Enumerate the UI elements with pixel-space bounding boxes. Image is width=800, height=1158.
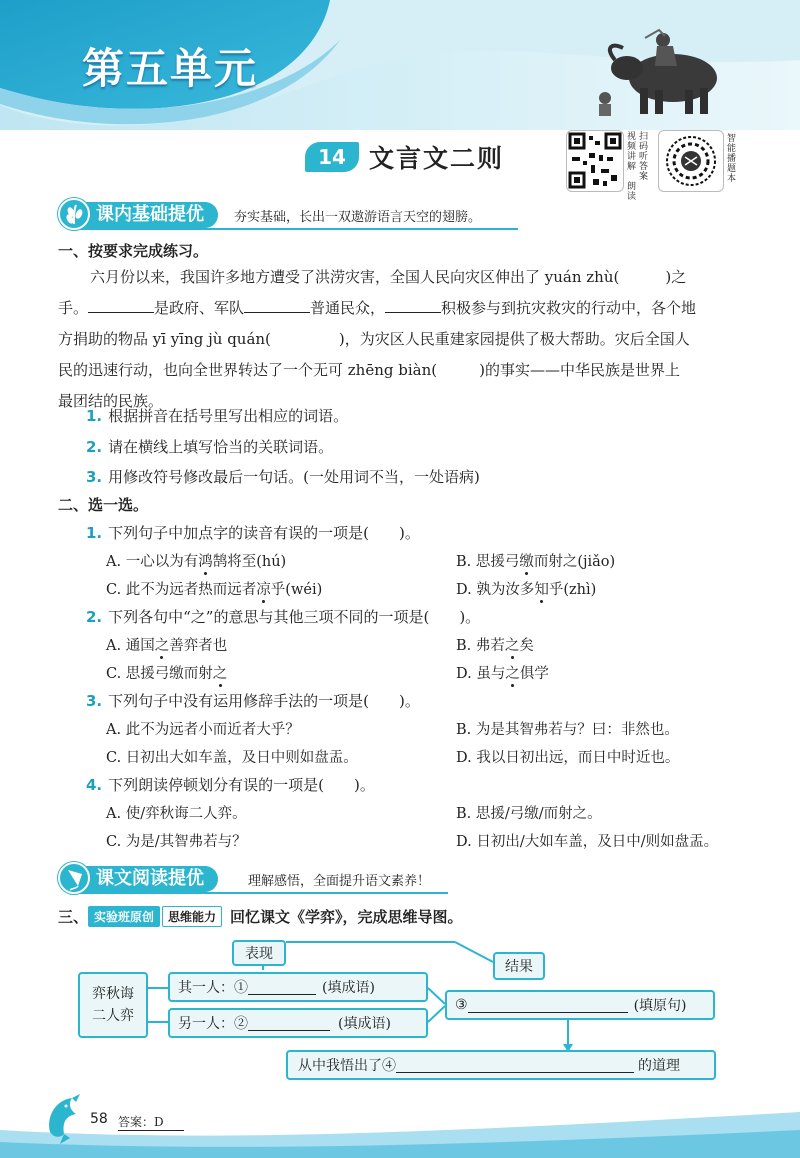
question-3 (86, 690, 420, 711)
question-number: 1. (86, 524, 103, 542)
option-a[interactable]: A. 使/弈秋诲二人弈。 (106, 806, 247, 822)
passage-text: 手。 (58, 299, 89, 317)
passage-text: 普通民众， (310, 299, 386, 317)
passage-text: 积极参与到抗灾救灾的行动中，各个地 (441, 299, 697, 317)
option-c[interactable] (106, 662, 227, 683)
passage-line (58, 262, 748, 293)
task-number: 1. (86, 407, 103, 425)
section-banner-basics (58, 198, 518, 232)
option-a[interactable] (106, 634, 227, 655)
lesson-title: 文言文二则 (369, 144, 505, 173)
fill-blank[interactable] (385, 295, 441, 313)
fill-blank[interactable] (88, 295, 154, 313)
qr-caption-col: 朗读 (627, 182, 637, 202)
task-text: 根据拼音在括号里写出相应的词语。 (108, 407, 349, 425)
paren-blank[interactable] (437, 357, 479, 375)
banner-underline (78, 228, 518, 230)
map-text: 的道理 (638, 1058, 680, 1074)
task-2 (86, 436, 333, 457)
option-b[interactable]: B. 为是其智弗若与？曰：非然也。 (456, 722, 679, 738)
map-text: (填成语) (322, 980, 375, 996)
option-text: C. 思援弓缴而射 (106, 666, 213, 682)
question-number: 4. (86, 776, 103, 794)
part3-heading (58, 906, 463, 927)
option-text: B. 弗若 (456, 638, 505, 654)
question-stem: 下列句子中加点字的读音有误的一项是( )。 (108, 524, 420, 542)
option-d[interactable] (456, 662, 549, 683)
option-a[interactable] (106, 550, 286, 571)
task-number: 3. (86, 468, 103, 486)
passage-line (58, 324, 748, 355)
passage-text: )，为灾区人民重建家园提供了极大帮助。灾后全国人 (338, 330, 690, 348)
option-b[interactable]: B. 思援/弓缴/而射之。 (456, 806, 602, 822)
task-number: 2. (86, 438, 103, 456)
dotted-char: 凉 (256, 582, 271, 598)
passage-text: 六月份以来，我国许多地方遭受了洪涝灾害，全国人民向灾区伸出了 yuán zhù( (90, 268, 620, 286)
section-title: 课文阅读提优 (80, 866, 218, 892)
dolphin-icon (42, 1092, 86, 1146)
banner-underline (78, 892, 448, 894)
option-d[interactable]: D. 我以日初出远，而日中时近也。 (456, 750, 680, 766)
unit-title: 第五单元 (82, 44, 259, 93)
part1-heading: 一、按要求完成练习。 (58, 242, 209, 260)
fill-blank[interactable] (244, 295, 310, 313)
question-4 (86, 774, 375, 795)
passage-text: )的事实——中华民族是世界上 (479, 361, 680, 379)
buffalo-illustration (585, 18, 735, 118)
question-stem: 下列朗读停顿划分有误的一项是( )。 (108, 776, 375, 794)
part3-title: 回忆课文《学弈》，完成思维导图。 (230, 908, 463, 926)
passage-text: 方捐助的物品 yī yīng jù quán( (58, 330, 271, 348)
option-text: 鹄将至(hú) (212, 554, 287, 570)
task-1 (86, 405, 348, 426)
dotted-char: 缴 (519, 554, 534, 570)
option-c[interactable] (106, 578, 322, 599)
option-b[interactable] (456, 634, 534, 655)
answer-blank[interactable] (468, 997, 628, 1013)
passage-text: 民的迅速行动，也向全世界转达了一个无可 zhēng biàn( (58, 361, 438, 379)
option-text: 而射之(jiǎo) (533, 554, 616, 570)
qr-caption-right: 智能播题本 (727, 134, 737, 184)
map-text: 从中我悟出了④ (298, 1058, 396, 1074)
option-b[interactable] (456, 550, 615, 571)
section-subtitle: 理解感悟，全面提升语文素养！ (248, 874, 431, 889)
map-text: (填原句) (633, 998, 687, 1014)
option-text: 善弈者也 (169, 638, 228, 654)
part2-heading: 二、选一选。 (58, 496, 149, 514)
part3-prefix: 三、 (58, 908, 89, 926)
map-label-performance: 表现 (232, 940, 286, 966)
question-stem: 下列句子中没有运用修辞手法的一项是( )。 (108, 692, 420, 710)
page-number: 58 (90, 1111, 108, 1127)
map-label-result: 结果 (493, 952, 545, 980)
map-text: ③ (455, 997, 468, 1013)
option-c[interactable]: C. 为是/其智弗若与？ (106, 834, 247, 850)
section-banner-reading (58, 862, 448, 896)
passage-line (58, 355, 748, 386)
map-root-line: 弈秋诲 (92, 986, 134, 1002)
dotted-char: 之 (505, 666, 520, 682)
option-text: D. 虽与 (456, 666, 506, 682)
task-3 (86, 466, 480, 487)
map-text: 另一人：② (178, 1016, 248, 1032)
passage (58, 262, 748, 417)
option-d[interactable] (456, 578, 596, 599)
map-root (78, 972, 148, 1038)
passage-text: 是政府、军队 (154, 299, 245, 317)
tag-thinking: 思维能力 (162, 906, 222, 927)
map-text: 其一人：① (178, 980, 248, 996)
option-text: 乎(zhì) (548, 582, 597, 598)
option-text: 矣 (519, 638, 534, 654)
map-lesson-box (286, 1050, 716, 1080)
task-text: 用修改符号修改最后一句话。(一处用词不当，一处语病) (108, 468, 480, 486)
map-branch-1 (168, 972, 428, 1002)
option-a[interactable]: A. 此不为远者小而近者大乎？ (106, 722, 300, 738)
option-text: 俱学 (519, 666, 549, 682)
paren-blank[interactable] (619, 264, 665, 282)
passage-text: 最团结的民族。 (58, 392, 164, 410)
dotted-char: 之 (212, 666, 228, 682)
question-1 (86, 522, 420, 543)
map-result-box (445, 990, 715, 1020)
paren-blank[interactable] (271, 326, 339, 344)
answer-blank[interactable] (248, 1015, 330, 1031)
qr-code-smart[interactable] (658, 130, 724, 192)
map-branch-2 (168, 1008, 428, 1038)
passage-text: )之 (665, 268, 687, 286)
answer-blank[interactable] (248, 979, 316, 995)
option-text: A. 一心以为有 (106, 554, 199, 570)
lesson-heading (305, 140, 504, 174)
qr-caption-col: 视频讲解 (627, 132, 637, 172)
option-text: D. 孰为汝多 (456, 582, 535, 598)
question-2 (86, 606, 480, 627)
qr-caption-col: 扫码听答案 (639, 132, 649, 182)
dotted-char: 知 (534, 582, 549, 598)
map-root-line: 二人弈 (92, 1008, 134, 1024)
section-subtitle: 夯实基础，长出一双遨游语言天空的翅膀。 (234, 210, 482, 225)
question-number: 3. (86, 692, 103, 710)
map-text: (填成语) (338, 1016, 391, 1032)
qr-caption-left (627, 132, 651, 202)
tag-original: 实验班原创 (88, 906, 160, 927)
answer-note: 答案：D (118, 1113, 184, 1131)
wheat-icon (58, 198, 90, 230)
option-text: 乎(wéi) (270, 582, 323, 598)
qr-code-icon (567, 131, 623, 191)
question-stem: 下列各句中“之”的意思与其他三项不同的一项是( )。 (108, 608, 481, 626)
section-title: 课内基础提优 (80, 202, 218, 228)
dotted-char: 之 (154, 638, 170, 654)
qr-code-icon (659, 131, 723, 191)
lesson-number: 14 (305, 142, 359, 172)
option-d[interactable]: D. 日初出/大如车盖，及日中/则如盘盂。 (456, 834, 719, 850)
option-text: A. 通国 (106, 638, 155, 654)
question-number: 2. (86, 608, 103, 626)
dotted-char: 鸿 (198, 554, 213, 570)
task-text: 请在横线上填写恰当的关联词语。 (108, 438, 334, 456)
option-text: B. 思援弓 (456, 554, 520, 570)
kite-icon (58, 862, 90, 894)
answer-blank[interactable] (396, 1057, 634, 1073)
qr-code-video[interactable] (566, 130, 624, 192)
passage-line (58, 293, 748, 324)
option-text: C. 此不为远者热而远者 (106, 582, 257, 598)
dotted-char: 之 (504, 638, 520, 654)
option-c[interactable]: C. 日初出大如车盖，及日中则如盘盂。 (106, 750, 358, 766)
unit-header (0, 0, 800, 130)
